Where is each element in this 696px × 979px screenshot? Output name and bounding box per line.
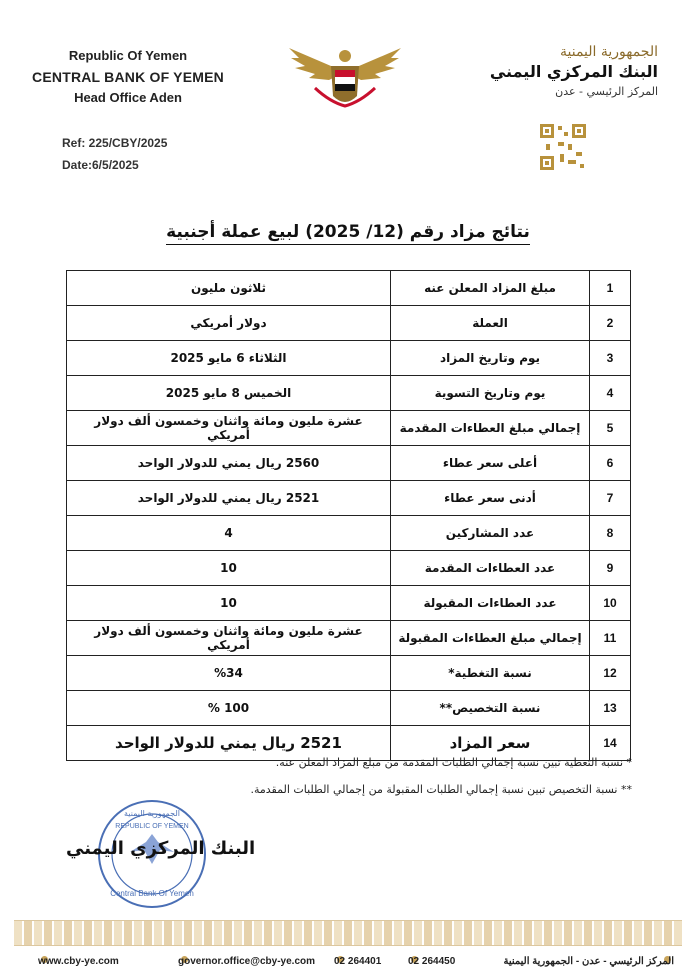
row-value: الثلاثاء 6 مايو 2025 (67, 341, 391, 376)
svg-text:Central Bank Of Yemen: Central Bank Of Yemen (110, 889, 194, 898)
row-label: العملة (391, 306, 590, 341)
row-number: 1 (590, 271, 631, 306)
row-label: يوم وتاريخ المزاد (391, 341, 590, 376)
row-number: 3 (590, 341, 631, 376)
qr-code-icon (540, 124, 586, 170)
office-name-en: Head Office Aden (74, 90, 182, 105)
row-number: 12 (590, 656, 631, 691)
row-label: عدد المشاركين (391, 516, 590, 551)
row-number: 14 (590, 726, 631, 761)
row-label: نسبة التغطية* (391, 656, 590, 691)
row-value: ثلاثون مليون (67, 271, 391, 306)
row-number: 10 (590, 586, 631, 621)
footnotes (251, 756, 633, 810)
row-number: 9 (590, 551, 631, 586)
row-value: 2560 ريال يمني للدولار الواحد (67, 446, 391, 481)
decorative-footer-band (14, 920, 682, 946)
reference-number: Ref: 225/CBY/2025 (62, 136, 168, 150)
row-value: 2521 ريال يمني للدولار الواحد (67, 481, 391, 516)
table-row (67, 446, 631, 481)
row-label: أدنى سعر عطاء (391, 481, 590, 516)
row-number: 2 (590, 306, 631, 341)
row-value: دولار أمريكي (67, 306, 391, 341)
row-label: أعلى سعر عطاء (391, 446, 590, 481)
row-value: 10 (67, 586, 391, 621)
table-row (67, 271, 631, 306)
footnote-coverage: * نسبة التغطية تبين نسبة إجمالي الطلبات المقدمة من مبلغ المزاد المعلن عنه. (275, 756, 632, 769)
table-row (67, 376, 631, 411)
row-number: 6 (590, 446, 631, 481)
row-number: 8 (590, 516, 631, 551)
table-row (67, 411, 631, 446)
table-row (67, 516, 631, 551)
country-name-ar: الجمهورية اليمنية (559, 44, 658, 60)
table-row (67, 306, 631, 341)
table-row (67, 481, 631, 516)
row-value: الخميس 8 مايو 2025 (67, 376, 391, 411)
document-title: نتائج مزاد رقم (12/ 2025) لبيع عملة أجنبية (0, 222, 696, 242)
table-row (67, 551, 631, 586)
row-value: 100 % (67, 691, 391, 726)
footer-contact-bar: www.cby-ye.com governor.office@cby-ye.com 02 264401 02 264450 المركز الرئيسي - عدن - الجمهورية اليمنية (38, 956, 674, 967)
footnote-allocation: ** نسبة التخصيص تبين نسبة إجمالي الطلبات المقبولة من إجمالي الطلبات المقدمة. (250, 783, 632, 796)
table-row (67, 621, 631, 656)
document-date: Date:6/5/2025 (62, 158, 139, 172)
row-label: نسبة التخصيص** (391, 691, 590, 726)
row-value: 2521 ريال يمني للدولار الواحد (67, 726, 391, 761)
table-row (67, 341, 631, 376)
svg-text:REPUBLIC OF YEMEN: REPUBLIC OF YEMEN (115, 823, 189, 830)
row-value: عشرة مليون ومائة واثنان وخمسون ألف دولار أمريكي (67, 621, 391, 656)
row-label: يوم وتاريخ التسوية (391, 376, 590, 411)
signature: البنك المركزي اليمني (66, 838, 256, 859)
row-value: 10 (67, 551, 391, 586)
row-number: 7 (590, 481, 631, 516)
country-name-en: Republic Of Yemen (68, 48, 188, 63)
row-value: 4 (67, 516, 391, 551)
row-label: سعر المزاد (391, 726, 590, 761)
row-label: عدد العطاءات المقدمة (391, 551, 590, 586)
header-left-block (28, 48, 228, 105)
bank-name-ar: البنك المركزي اليمني (489, 62, 658, 81)
office-name-ar: المركز الرئيسي - عدن (555, 85, 658, 98)
bank-name-en: CENTRAL BANK OF YEMEN (32, 69, 224, 85)
row-number: 13 (590, 691, 631, 726)
table-row (67, 586, 631, 621)
table-row (67, 656, 631, 691)
row-value: عشرة مليون ومائة واثنان وخمسون ألف دولار أمريكي (67, 411, 391, 446)
svg-text:الجمهورية اليمنية: الجمهورية اليمنية (123, 809, 181, 818)
row-label: عدد العطاءات المقبولة (391, 586, 590, 621)
row-value: %34 (67, 656, 391, 691)
row-number: 11 (590, 621, 631, 656)
eagle-emblem-icon (285, 42, 405, 114)
row-number: 4 (590, 376, 631, 411)
header-right-block (488, 44, 658, 98)
table-row (67, 691, 631, 726)
row-number: 5 (590, 411, 631, 446)
row-label: إجمالي مبلغ العطاءات المقبولة (391, 621, 590, 656)
auction-results-table (66, 270, 631, 761)
row-label: مبلغ المزاد المعلن عنه (391, 271, 590, 306)
row-label: إجمالي مبلغ العطاءات المقدمة (391, 411, 590, 446)
